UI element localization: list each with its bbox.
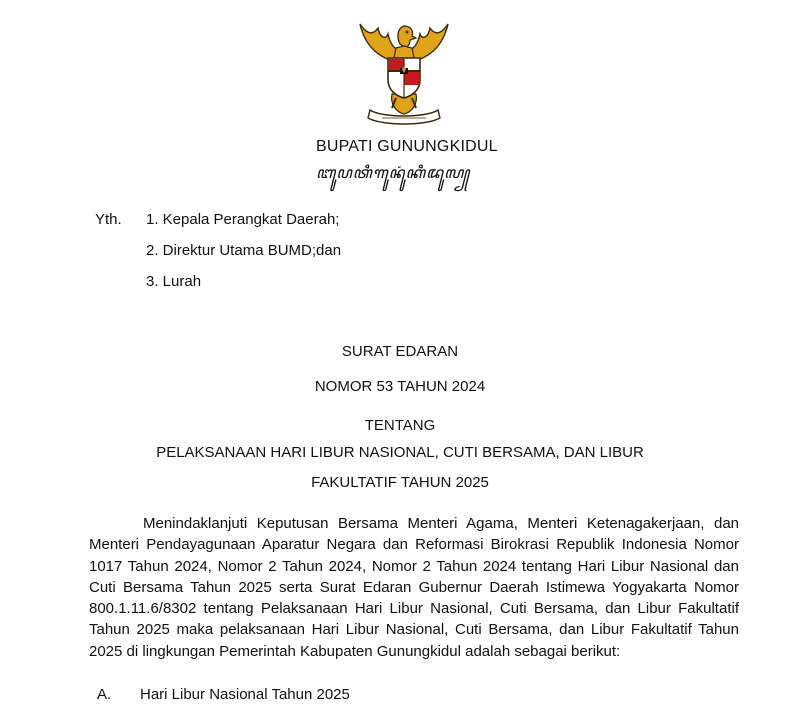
regent-title-javanese: ꦧꦸꦥꦠꦶꦒꦸꦤꦸꦁꦏꦶꦢꦸꦭ꧀ [316, 163, 471, 182]
document-type: SURAT EDARAN [341, 343, 459, 360]
subject-line-2: FAKULTATIF TAHUN 2025 [311, 474, 489, 491]
section-letter: A. [97, 686, 112, 703]
body-paragraph [89, 513, 739, 662]
garuda-emblem [352, 14, 456, 126]
subject-line-1: PELAKSANAAN HARI LIBUR NASIONAL, CUTI BERSAMA, DAN LIBUR [156, 444, 644, 461]
body-paragraph-text: Menindaklanjuti Keputusan Bersama Menteri Agama, Menteri Ketenagakerjaan, dan Menteri Pendayagunaan Aparatur Negara dan Reformasi Birokrasi Republik Indonesia Nomor 1017 Tahun 2024, Nomor 2 Tahun 2024, Nomor 2 Tahun 2024 tentang Hari Libur Nasional dan Cuti Bersama Tahun 2025 serta Surat Edaran Gubernur Daerah Istimewa Yogyakarta Nomor 800.1.11.6/8302 tentang Pelaksanaan Hari Libur Nasional, Cuti Bersama, dan Libur Fakultatif Tahun 2025 maka pelaksanaan Hari Libur Nasional, Cuti Bersama, dan Libur Fakultatif Tahun 2025 di lingkungan Pemerintah Kabupaten Gunungkidul adalah sebagai berikut: [89, 515, 739, 660]
addressee-item: 3. Lurah [146, 273, 202, 290]
regent-title: BUPATI GUNUNGKIDUL [316, 138, 498, 155]
document-number: NOMOR 53 TAHUN 2024 [314, 378, 486, 395]
addressee-item: 2. Direktur Utama BUMD;dan [146, 242, 342, 259]
addressee-label: Yth. [95, 211, 122, 228]
about-label: TENTANG [364, 417, 436, 434]
section-title: Hari Libur Nasional Tahun 2025 [140, 686, 350, 703]
addressee-item: 1. Kepala Perangkat Daerah; [146, 211, 340, 228]
